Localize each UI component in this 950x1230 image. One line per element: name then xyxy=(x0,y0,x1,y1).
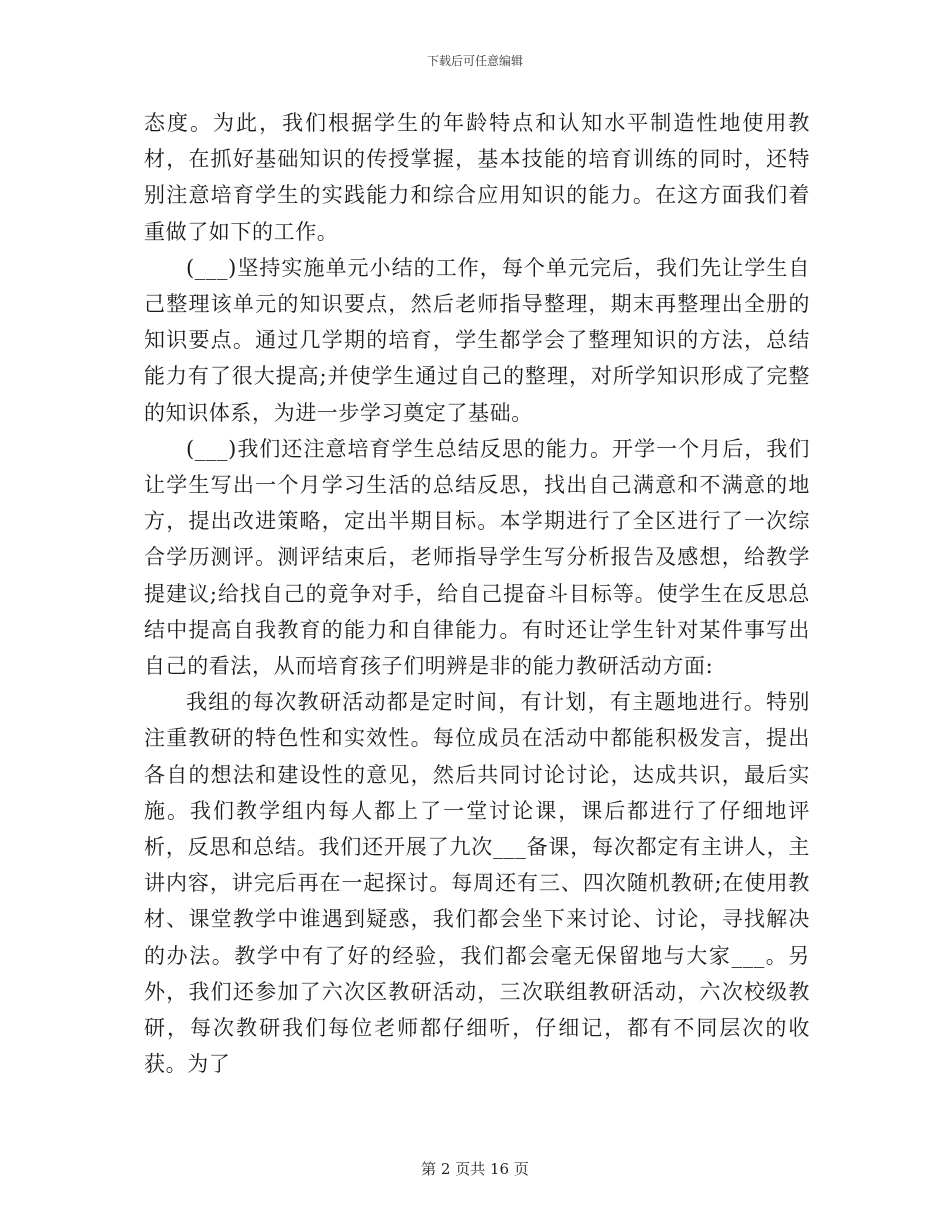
document-body xyxy=(144,105,810,1082)
paragraph-reflection: (___)我们还注意培育学生总结反思的能力。开学一个月后，我们让学生写出一个月学习生活的总结反思，找出自己满意和不满意的地方，提出改进策略，定出半期目标。本学期进行了全区进行了一次综合学历测评。测评结束后，老师指导学生写分析报告及感想，给教学提建议;给找自己的竟争对手，给自己提奋斗目标等。使学生在反思总结中提高自我教育的能力和自律能力。有时还让学生针对某件事写出自己的看法，从而培育孩子们明辨是非的能力教研活动方面: xyxy=(144,436,810,679)
page-footer: 第 2 页共 16 页 xyxy=(421,1160,529,1178)
page-header: 下载后可任意编辑 xyxy=(426,54,523,68)
paragraph-unit-summary: (___)坚持实施单元小结的工作，每个单元完后，我们先让学生自己整理该单元的知识要点，然后老师指导整理，期末再整理出全册的知识要点。通过几学期的培育，学生都学会了整理知识的方法，总结能力有了很大提高;并使学生通过自己的整理，对所学知识形成了完整的知识体系，为进一步学习奠定了基础。 xyxy=(144,255,810,425)
paragraph-teaching-research: 我组的每次教研活动都是定时间，有计划，有主题地进行。特别注重教研的特色性和实效性。每位成员在活动中都能积极发言，提出各自的想法和建设性的意见，然后共同讨论讨论，达成共识，最后实施。我们教学组内每人都上了一堂讨论课，课后都进行了仔细地评析，反思和总结。我们还开展了九次___备课，每次都定有主讲人，主讲内容，讲完后再在一起探讨。每周还有三、四次随机教研;在使用教材、课堂教学中谁遇到疑惑，我们都会坐下来讨论、讨论，寻找解决的办法。教学中有了好的经验，我们都会毫无保留地与大家___。另外，我们还参加了六次区教研活动，三次联组教研活动，六次校级教研，每次教研我们每位老师都仔细听，仔细记，都有不同层次的收获。为了 xyxy=(144,690,810,1077)
paragraph-continuation: 态度。为此，我们根据学生的年龄特点和认知水平制造性地使用教材，在抓好基础知识的传授掌握，基本技能的培育训练的同时，还特别注意培育学生的实践能力和综合应用知识的能力。在这方面我们着重做了如下的工作。 xyxy=(144,111,810,244)
